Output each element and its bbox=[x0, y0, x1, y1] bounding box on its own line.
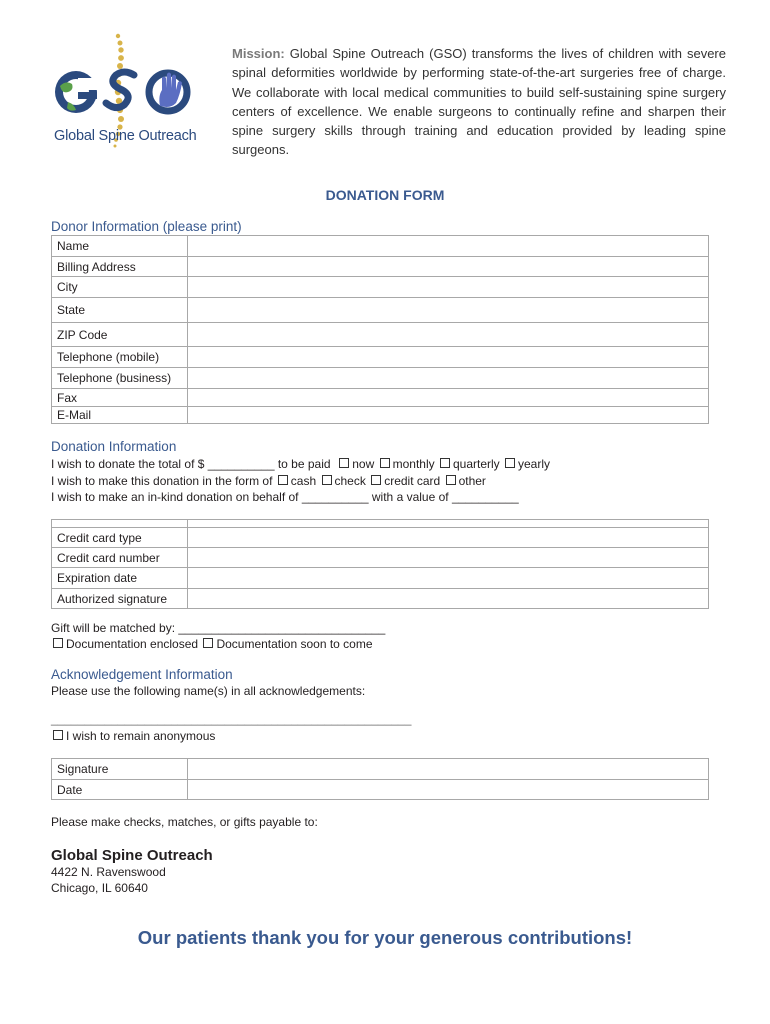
thank-you-message: Our patients thank you for your generous contributions! bbox=[137, 927, 633, 948]
date-field[interactable] bbox=[188, 780, 709, 800]
option-now: now bbox=[352, 457, 375, 471]
table-row bbox=[52, 548, 709, 568]
table-row bbox=[52, 368, 709, 389]
option-monthly: monthly bbox=[392, 457, 435, 471]
checkbox-doc-soon[interactable] bbox=[203, 638, 213, 648]
donation-total-line bbox=[51, 457, 550, 471]
checkbox-quarterly[interactable] bbox=[440, 458, 450, 468]
credit-signature-field[interactable] bbox=[188, 589, 709, 609]
donor-city-field[interactable] bbox=[188, 277, 709, 298]
credit-card-table bbox=[51, 519, 709, 609]
inkind-line: I wish to make an in-kind donation on behalf of __________ with a value of __________ bbox=[51, 490, 519, 504]
gift-match-line: Gift will be matched by: _______________________________ bbox=[51, 621, 386, 635]
donor-label-city: City bbox=[52, 277, 188, 298]
checkbox-other[interactable] bbox=[446, 475, 456, 485]
donor-label-state: State bbox=[52, 298, 188, 323]
donation-total-text: I wish to donate the total of $ __________ to be paid bbox=[51, 457, 331, 471]
option-credit-card: credit card bbox=[384, 474, 441, 488]
donor-state-field[interactable] bbox=[188, 298, 709, 323]
credit-label-number: Credit card number bbox=[52, 548, 188, 568]
donor-label-zip: ZIP Code bbox=[52, 323, 188, 347]
ack-heading: Acknowledgement Information bbox=[51, 667, 233, 682]
credit-label-signature: Authorized signature bbox=[52, 589, 188, 609]
option-doc-soon: Documentation soon to come bbox=[216, 637, 373, 651]
table-row bbox=[52, 780, 709, 800]
signature-field[interactable] bbox=[188, 759, 709, 780]
donor-table bbox=[51, 235, 709, 424]
donation-form-text: I wish to make this donation in the form of bbox=[51, 474, 273, 488]
mission-text: Global Spine Outreach (GSO) transforms the lives of children with severe spinal deformities worldwide by performing state-of-the-art surgeries free of charge. We collaborate with local medical communities to build self-sustaining spine surgery centers of excellence. We enable surgeons to continually refine and sharpen their spine surgery skills through training and education provided by leading spine surgeons. bbox=[232, 46, 726, 158]
donor-label-billing: Billing Address bbox=[52, 257, 188, 277]
checkbox-cash[interactable] bbox=[278, 475, 288, 485]
table-row bbox=[52, 389, 709, 407]
ack-name-blank[interactable]: ______________________________________________________ bbox=[51, 712, 412, 726]
checkbox-check[interactable] bbox=[322, 475, 332, 485]
table-row bbox=[52, 520, 709, 528]
date-label: Date bbox=[52, 780, 188, 800]
payable-org-name: Global Spine Outreach bbox=[51, 847, 213, 864]
table-row bbox=[52, 528, 709, 548]
option-cash: cash bbox=[290, 474, 317, 488]
credit-number-field[interactable] bbox=[188, 548, 709, 568]
donor-label-business: Telephone (business) bbox=[52, 368, 188, 389]
donor-label-mobile: Telephone (mobile) bbox=[52, 347, 188, 368]
checkbox-doc-enclosed[interactable] bbox=[53, 638, 63, 648]
mission-statement bbox=[232, 44, 726, 160]
donor-label-fax: Fax bbox=[52, 389, 188, 407]
documentation-line bbox=[51, 637, 373, 651]
donor-heading: Donor Information (please print) bbox=[51, 219, 242, 234]
table-row bbox=[52, 298, 709, 323]
anonymous-line bbox=[51, 729, 215, 743]
table-row bbox=[52, 323, 709, 347]
checkbox-now[interactable] bbox=[339, 458, 349, 468]
mission-label: Mission: bbox=[232, 46, 285, 61]
signature-label: Signature bbox=[52, 759, 188, 780]
credit-type-field[interactable] bbox=[188, 528, 709, 548]
credit-spacer-label bbox=[52, 520, 188, 528]
table-row bbox=[52, 568, 709, 589]
table-row bbox=[52, 257, 709, 277]
credit-label-expiration: Expiration date bbox=[52, 568, 188, 589]
table-row bbox=[52, 589, 709, 609]
donor-name-field[interactable] bbox=[188, 236, 709, 257]
donor-zip-field[interactable] bbox=[188, 323, 709, 347]
checkbox-yearly[interactable] bbox=[505, 458, 515, 468]
option-check: check bbox=[334, 474, 366, 488]
option-anonymous: I wish to remain anonymous bbox=[66, 729, 216, 743]
donation-heading: Donation Information bbox=[51, 439, 177, 454]
donor-business-field[interactable] bbox=[188, 368, 709, 389]
donor-label-name: Name bbox=[52, 236, 188, 257]
donor-label-email: E-Mail bbox=[52, 407, 188, 424]
credit-label-type: Credit card type bbox=[52, 528, 188, 548]
option-doc-enclosed: Documentation enclosed bbox=[66, 637, 199, 651]
donor-fax-field[interactable] bbox=[188, 389, 709, 407]
checkbox-anonymous[interactable] bbox=[53, 730, 63, 740]
table-row bbox=[52, 277, 709, 298]
signature-table bbox=[51, 758, 709, 800]
form-title: DONATION FORM bbox=[325, 187, 445, 203]
checkbox-monthly[interactable] bbox=[380, 458, 390, 468]
option-quarterly: quarterly bbox=[452, 457, 500, 471]
table-row bbox=[52, 407, 709, 424]
option-yearly: yearly bbox=[518, 457, 551, 471]
credit-spacer-field bbox=[188, 520, 709, 528]
donor-email-field[interactable] bbox=[188, 407, 709, 424]
payable-note: Please make checks, matches, or gifts payable to: bbox=[51, 815, 318, 829]
ack-instruction: Please use the following name(s) in all acknowledgements: bbox=[51, 684, 366, 698]
checkbox-credit-card[interactable] bbox=[371, 475, 381, 485]
donor-mobile-field[interactable] bbox=[188, 347, 709, 368]
table-row bbox=[52, 759, 709, 780]
payable-address-line2: Chicago, IL 60640 bbox=[51, 881, 148, 895]
donation-form-line bbox=[51, 474, 486, 488]
payable-address-line1: 4422 N. Ravenswood bbox=[51, 865, 166, 879]
table-row bbox=[52, 347, 709, 368]
credit-expiration-field[interactable] bbox=[188, 568, 709, 589]
donor-billing-field[interactable] bbox=[188, 257, 709, 277]
table-row bbox=[52, 236, 709, 257]
option-other: other bbox=[458, 474, 486, 488]
logo-org-name: Global Spine Outreach bbox=[54, 128, 197, 144]
